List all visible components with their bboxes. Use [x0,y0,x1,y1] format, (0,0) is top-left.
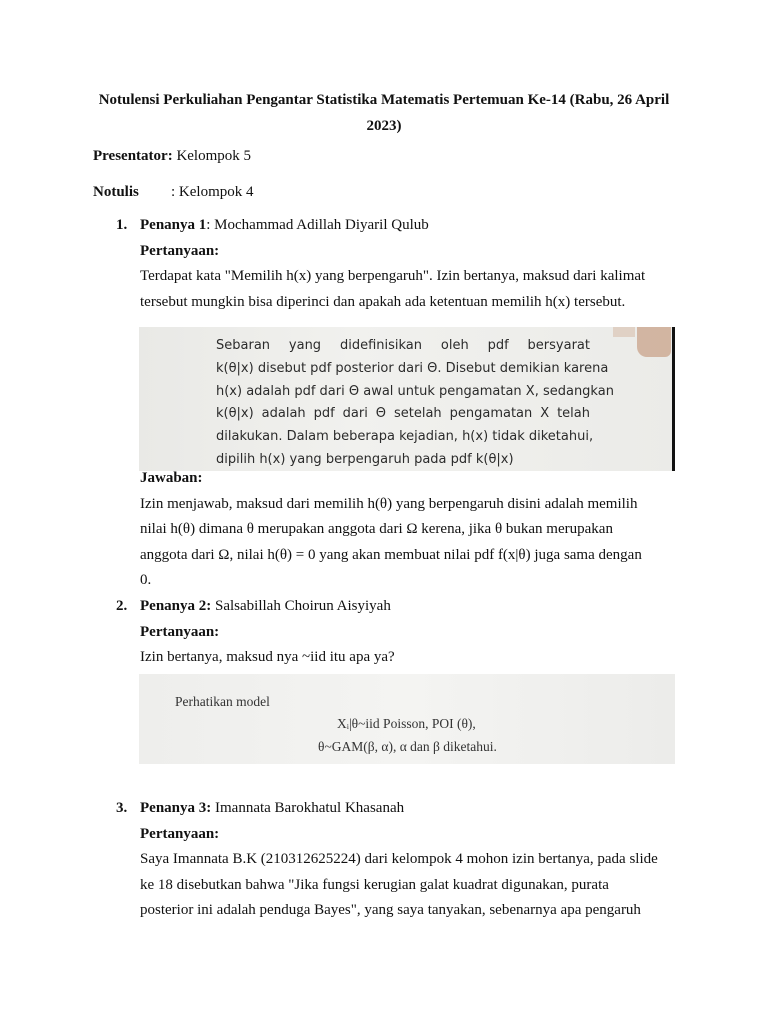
pertanyaan-label: Pertanyaan: [140,825,220,842]
jawaban-line: nilai h(θ) dimana θ merupakan anggota dari Ω kerena, jika θ bukan merupakan [140,521,613,537]
presentator-line [93,148,251,165]
penanya-name: Salsabillah Choirun Aisyiyah [215,598,391,614]
pertanyaan-line: ke 18 disebutkan bahwa "Jika fungsi kerugian galat kuadrat digunakan, purata [140,876,609,893]
penanya-line [140,213,676,239]
excerpt-line: dipilih h(x) yang berpengaruh pada pdf k(θ|x) [216,451,514,467]
item-number: 3. [116,800,128,816]
penanya-label: Penanya 3: [140,800,212,816]
jawaban-label: Jawaban: [140,470,203,486]
excerpt-line: θ~GAM(β, α), α dan β diketahui. [318,739,497,754]
penanya-line [140,796,676,822]
presentator-value: Kelompok 5 [176,148,252,164]
pertanyaan-line: posterior ini adalah penduga Bayes", yang saya tanyakan, sebenarnya apa pengaruh [140,902,641,918]
excerpt-line: k(θ|x) disebut pdf posterior dari Θ. Disebut demikian karena [216,360,609,376]
excerpt-line: h(x) adalah pdf dari Θ awal untuk pengamatan X, sedangkan [216,383,614,399]
excerpt-text [216,335,614,471]
pertanyaan-line: Terdapat kata "Memilih h(x) yang berpengaruh". Izin bertanya, maksud dari kalimat [140,268,646,284]
penanya-label: Penanya 2: [140,598,212,614]
excerpt-line: Perhatikan model [175,694,270,709]
excerpt-image-posterior [139,327,675,471]
excerpt-line: Sebaran yang didefinisikan oleh pdf bersyarat [216,338,590,353]
pertanyaan-line: Saya Imannata B.K (210312625224) dari kelompok 4 mohon izin bertanya, pada slide [140,851,658,867]
notulis-label: Notulis [93,184,139,200]
excerpt-line: k(θ|x) adalah pdf dari Θ setelah pengamatan X telah [216,406,590,422]
penanya-name: : Mochammad Adillah Diyaril Qulub [206,217,429,233]
excerpt-image-model [139,674,675,764]
pertanyaan-line: Izin bertanya, maksud nya ~iid itu apa ya? [140,649,395,665]
decorative-shape [637,327,671,357]
jawaban-line: Izin menjawab, maksud dari memilih h(θ) yang berpengaruh disini adalah memilih [140,495,638,512]
document-title: Notulensi Perkuliahan Pengantar Statistika Matematis Pertemuan Ke-14 (Rabu, 26 April 2023) [98,92,670,134]
notulis-value: : Kelompok 4 [171,184,254,200]
item-number: 1. [116,217,128,233]
decorative-shape [613,327,635,337]
pertanyaan-label: Pertanyaan: [140,623,220,640]
excerpt-line: dilakukan. Dalam beberapa kejadian, h(x) tidak diketahui, [216,429,594,445]
excerpt-line: Xᵢ|θ~iid Poisson, POI (θ), [337,716,476,731]
pertanyaan-label: Pertanyaan: [140,242,220,259]
pertanyaan-line: tersebut mungkin bisa diperinci dan apakah ada ketentuan memilih h(x) tersebut. [140,293,626,310]
image-edge [672,327,675,471]
jawaban-line: anggota dari Ω, nilai h(θ) = 0 yang akan membuat nilai pdf f(x|θ) juga sama dengan [140,546,642,563]
penanya-name: Imannata Barokhatul Khasanah [215,800,405,816]
item-number: 2. [116,598,128,614]
presentator-label: Presentator: [93,148,173,164]
notulis-line [93,184,254,201]
jawaban-line: 0. [140,572,152,588]
penanya-line [140,594,676,620]
penanya-label: Penanya 1 [140,217,207,233]
